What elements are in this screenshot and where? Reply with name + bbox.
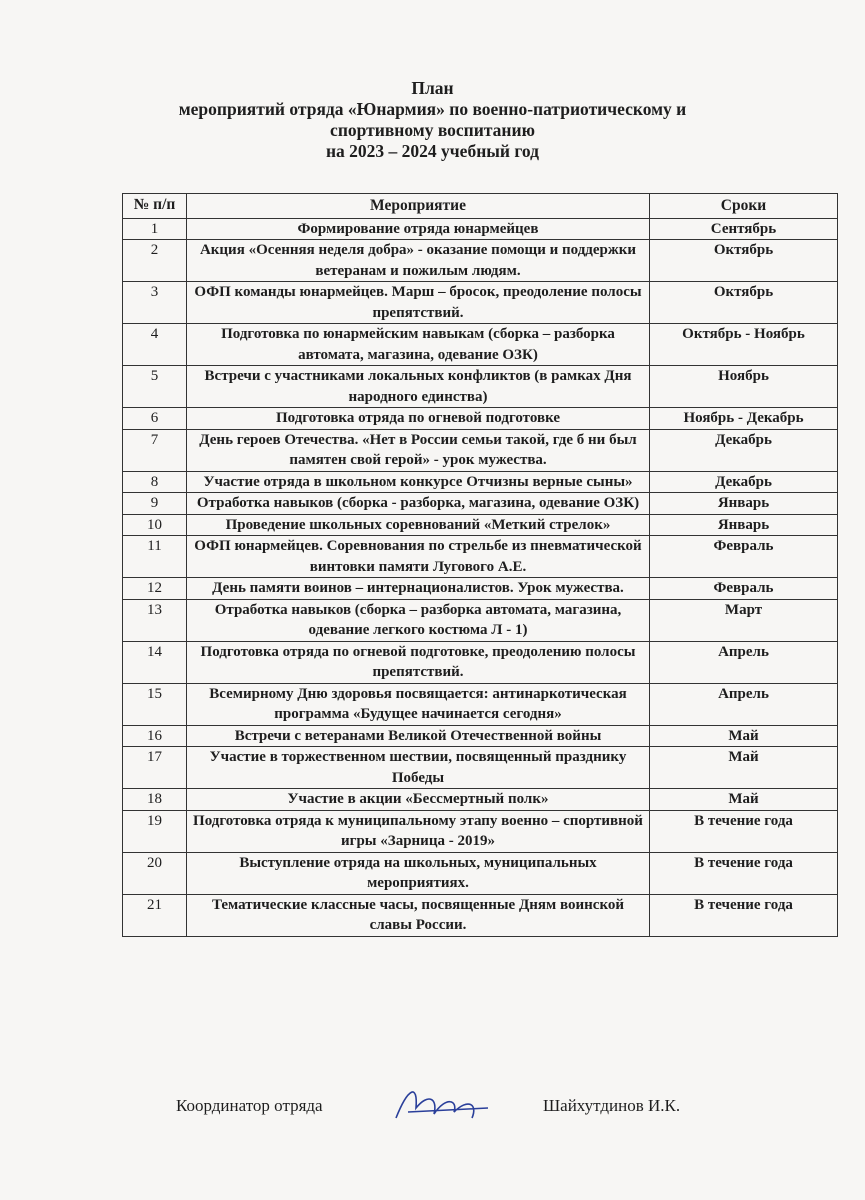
row-term: Ноябрь - Декабрь [650, 408, 838, 430]
row-event: ОФП команды юнармейцев. Марш – бросок, преодоление полосы препятствий. [187, 282, 650, 324]
row-number: 4 [123, 324, 187, 366]
table-row [123, 894, 838, 936]
row-term: Декабрь [650, 429, 838, 471]
table-row [123, 471, 838, 493]
row-number: 1 [123, 218, 187, 240]
table-row [123, 493, 838, 515]
row-number: 16 [123, 725, 187, 747]
table-row [123, 514, 838, 536]
row-number: 6 [123, 408, 187, 430]
row-term: В течение года [650, 810, 838, 852]
row-term: Октябрь - Ноябрь [650, 324, 838, 366]
title-line-3: спортивному воспитанию [330, 120, 535, 140]
row-term: Май [650, 747, 838, 789]
row-term: Январь [650, 514, 838, 536]
signature-image [388, 1078, 498, 1128]
row-number: 20 [123, 852, 187, 894]
table-row [123, 408, 838, 430]
header-event: Мероприятие [187, 194, 650, 219]
row-number: 18 [123, 789, 187, 811]
row-number: 8 [123, 471, 187, 493]
row-event: Формирование отряда юнармейцев [187, 218, 650, 240]
title-line-4: на 2023 – 2024 учебный год [325, 141, 540, 161]
row-term: Сентябрь [650, 218, 838, 240]
row-event: Встречи с участниками локальных конфликтов (в рамках Дня народного единства) [187, 366, 650, 408]
row-event: Подготовка отряда к муниципальному этапу военно – спортивной игры «Зарница - 2019» [187, 810, 650, 852]
table-row [123, 599, 838, 641]
row-term: В течение года [650, 852, 838, 894]
row-event: Участие в торжественном шествии, посвященный празднику Победы [187, 747, 650, 789]
row-number: 7 [123, 429, 187, 471]
row-term: В течение года [650, 894, 838, 936]
table-row [123, 218, 838, 240]
table-row [123, 789, 838, 811]
row-term: Март [650, 599, 838, 641]
row-number: 11 [123, 536, 187, 578]
row-number: 5 [123, 366, 187, 408]
table-row [123, 725, 838, 747]
row-event: Акция «Осенняя неделя добра» - оказание помощи и поддержки ветеранам и пожилым людям. [187, 240, 650, 282]
table-row [123, 429, 838, 471]
table-row [123, 324, 838, 366]
row-term: Апрель [650, 683, 838, 725]
row-number: 12 [123, 578, 187, 600]
title-line-2: мероприятий отряда «Юнармия» по военно-патриотическому и [178, 99, 687, 119]
row-number: 13 [123, 599, 187, 641]
row-number: 19 [123, 810, 187, 852]
row-event: День памяти воинов – интернационалистов. Урок мужества. [187, 578, 650, 600]
row-event: Встречи с ветеранами Великой Отечественной войны [187, 725, 650, 747]
row-term: Май [650, 725, 838, 747]
table-row [123, 852, 838, 894]
row-number: 3 [123, 282, 187, 324]
title-line-1: План [411, 78, 454, 98]
table-row [123, 536, 838, 578]
row-number: 9 [123, 493, 187, 515]
row-event: Всемирному Дню здоровья посвящается: антинаркотическая программа «Будущее начинается сегодня» [187, 683, 650, 725]
row-number: 14 [123, 641, 187, 683]
table-row [123, 683, 838, 725]
row-number: 10 [123, 514, 187, 536]
row-event: Отработка навыков (сборка - разборка, магазина, одевание ОЗК) [187, 493, 650, 515]
row-event: Выступление отряда на школьных, муниципальных мероприятиях. [187, 852, 650, 894]
row-event: ОФП юнармейцев. Соревнования по стрельбе из пневматической винтовки памяти Лугового А.Е. [187, 536, 650, 578]
events-table [122, 193, 838, 937]
row-term: Февраль [650, 578, 838, 600]
coordinator-name: Шайхутдинов И.К. [543, 1096, 681, 1115]
row-term: Февраль [650, 536, 838, 578]
table-row [123, 641, 838, 683]
row-event: Подготовка по юнармейским навыкам (сборка – разборка автомата, магазина, одевание ОЗК) [187, 324, 650, 366]
row-number: 15 [123, 683, 187, 725]
table-row [123, 366, 838, 408]
row-event: Подготовка отряда по огневой подготовке, преодолению полосы препятствий. [187, 641, 650, 683]
row-term: Январь [650, 493, 838, 515]
row-event: Проведение школьных соревнований «Меткий стрелок» [187, 514, 650, 536]
table-row [123, 578, 838, 600]
table-row [123, 240, 838, 282]
row-number: 2 [123, 240, 187, 282]
row-event: Тематические классные часы, посвященные Дням воинской славы России. [187, 894, 650, 936]
row-event: Участие в акции «Бессмертный полк» [187, 789, 650, 811]
header-num: № п/п [123, 194, 187, 219]
row-term: Апрель [650, 641, 838, 683]
table-row [123, 810, 838, 852]
table-header-row [123, 194, 838, 219]
row-term: Октябрь [650, 240, 838, 282]
coordinator-label: Координатор отряда [176, 1096, 323, 1115]
row-term: Октябрь [650, 282, 838, 324]
row-event: Участие отряда в школьном конкурсе Отчизны верные сыны» [187, 471, 650, 493]
row-number: 21 [123, 894, 187, 936]
row-event: День героев Отечества. «Нет в России семьи такой, где б ни был памятен свой герой» - урок мужества. [187, 429, 650, 471]
row-term: Декабрь [650, 471, 838, 493]
table-row [123, 282, 838, 324]
header-term: Сроки [650, 194, 838, 219]
table-row [123, 747, 838, 789]
row-term: Май [650, 789, 838, 811]
row-term: Ноябрь [650, 366, 838, 408]
document-title [0, 78, 865, 162]
row-event: Подготовка отряда по огневой подготовке [187, 408, 650, 430]
row-event: Отработка навыков (сборка – разборка автомата, магазина, одевание легкого костюма Л - 1) [187, 599, 650, 641]
row-number: 17 [123, 747, 187, 789]
